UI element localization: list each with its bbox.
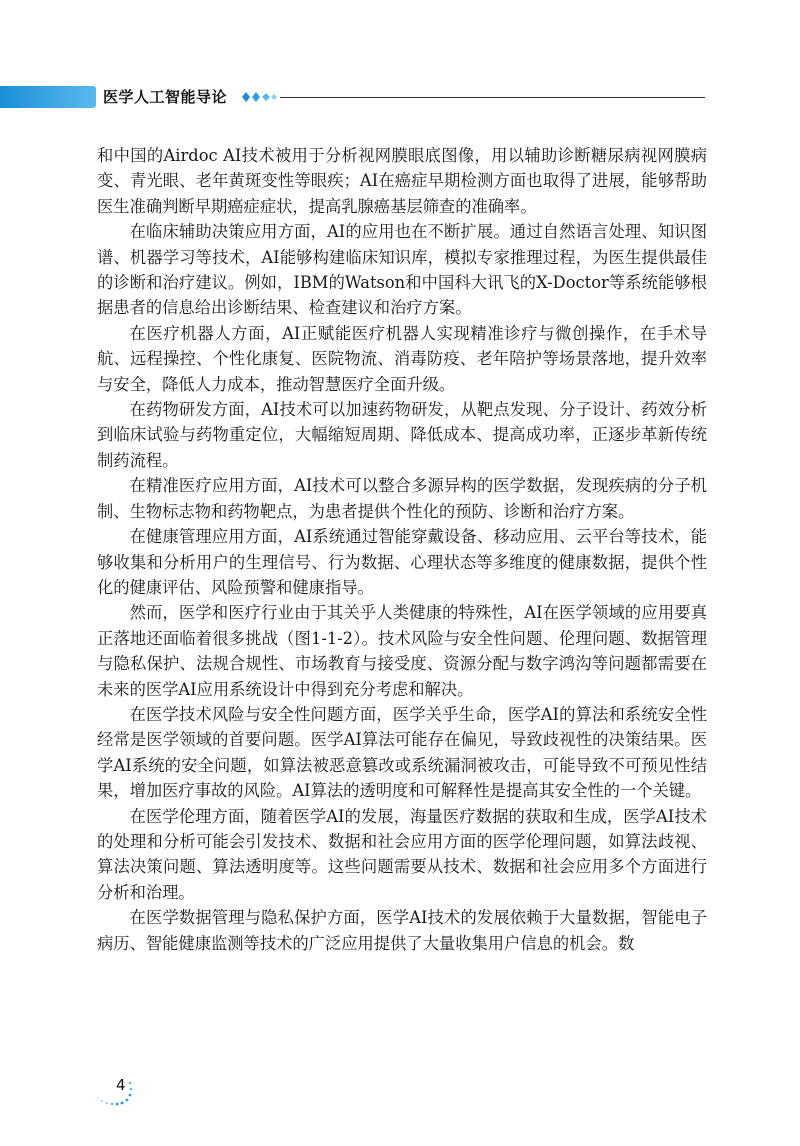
page-number: 4 (116, 1076, 126, 1094)
page-footer (96, 1075, 176, 1115)
header-rule (280, 97, 705, 98)
paragraph: 在临床辅助决策应用方面，AI的应用也在不断扩展。通过自然语言处理、知识图谱、机器学习等技术，AI能够构建临床知识库，模拟专家推理过程，为医生提供最佳的诊断和治疗建议。例如，IBM的Watson和中国科大讯飞的X-Doctor等系统能够根据患者的信息给出诊断结果、检查建议和治疗方案。 (97, 222, 707, 318)
paragraph: 在医学伦理方面，随着医学AI的发展，海量医疗数据的获取和生成，医学AI技术的处理和分析可能会引发技术、数据和社会应用方面的医学伦理问题，如算法歧视、算法决策问题、算法透明度等。这些问题需要从技术、数据和社会应用多个方面进行分析和治理。 (97, 806, 707, 902)
paragraph: 然而，医学和医疗行业由于其关乎人类健康的特殊性，AI在医学领域的应用要真正落地还面临着很多挑战（图1-1-2）。技术风险与安全性问题、伦理问题、数据管理与隐私保护、法规合规性、市场教育与接受度、资源分配与数字鸿沟等问题都需要在未来的医学AI应用系统设计中得到充分考虑和解决。 (97, 603, 707, 699)
body-text (97, 143, 707, 956)
paragraph: 在医学数据管理与隐私保护方面，医学AI技术的发展依赖于大量数据，智能电子病历、智能健康监测等技术的广泛应用提供了大量收集用户信息的机会。数 (97, 908, 707, 953)
paragraph: 在药物研发方面，AI技术可以加速药物研发，从靶点发现、分子设计、药效分析到临床试验与药物重定位，大幅缩短周期、降低成本、提高成功率，正逐步革新传统制药流程。 (97, 400, 707, 470)
dot-ornament-icon (96, 1075, 156, 1111)
header-color-bar (0, 86, 96, 108)
paragraph: 在医疗机器人方面，AI正赋能医疗机器人实现精准诊疗与微创操作，在手术导航、远程操控、个性化康复、医院物流、消毒防疫、老年陪护等场景落地，提升效率与安全，降低人力成本，推动智慧医疗全面升级。 (97, 323, 707, 394)
diamond-ornament-icon (242, 92, 278, 102)
book-title: 医学人工智能导论 (103, 88, 228, 106)
paragraph: 和中国的Airdoc AI技术被用于分析视网膜眼底图像，用以辅助诊断糖尿病视网膜病变、青光眼、老年黄斑变性等眼疾；AI在癌症早期检测方面也取得了进展，能够帮助医生准确判断早期癌症症状，提高乳腺癌基层筛查的准确率。 (97, 146, 707, 216)
paragraph: 在健康管理应用方面，AI系统通过智能穿戴设备、移动应用、云平台等技术，能够收集和分析用户的生理信号、行为数据、心理状态等多维度的健康数据，提供个性化的健康评估、风险预警和健康指导。 (97, 527, 707, 597)
paragraph: 在医学技术风险与安全性问题方面，医学关乎生命，医学AI的算法和系统安全性经常是医学领域的首要问题。医学AI算法可能存在偏见，导致歧视性的决策结果。医学AI系统的安全问题，如算法被恶意篡改或系统漏洞被攻击，可能导致不可预见性结果，增加医疗事故的风险。AI算法的透明度和可解释性是提高其安全性的一个关键。 (97, 704, 707, 801)
paragraph: 在精准医疗应用方面，AI技术可以整合多源异构的医学数据，发现疾病的分子机制、生物标志物和药物靶点，为患者提供个性化的预防、诊断和治疗方案。 (97, 476, 707, 521)
running-header (0, 82, 800, 112)
